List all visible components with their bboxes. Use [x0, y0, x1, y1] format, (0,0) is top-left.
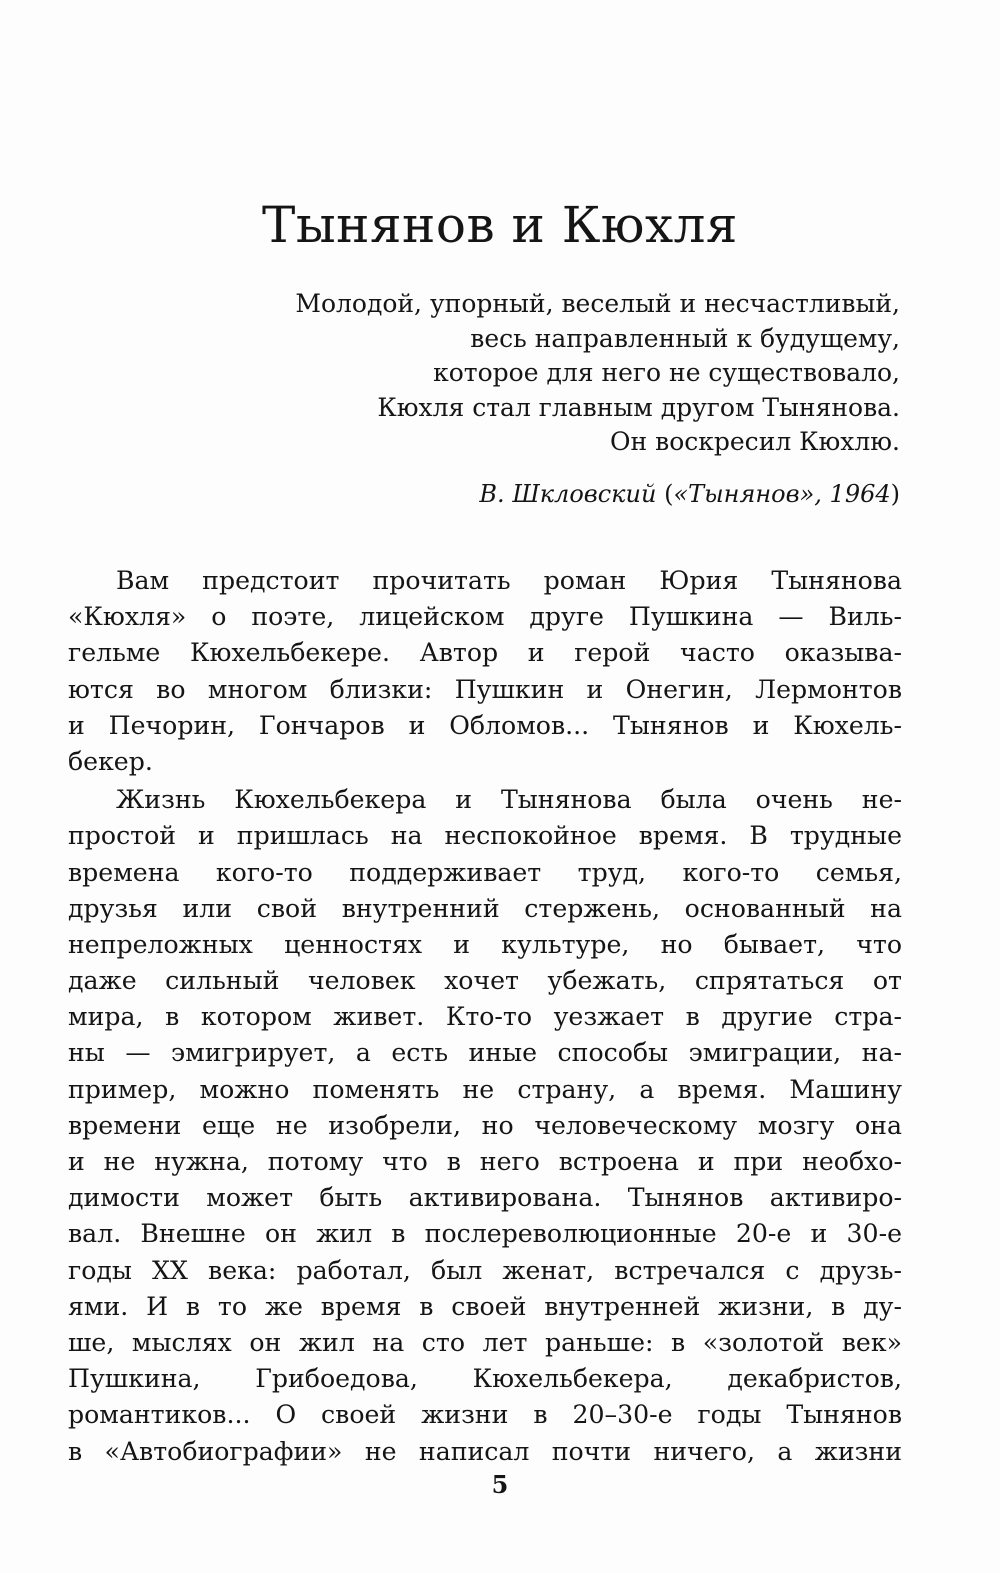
text-line: ны — эмигрирует, а есть иные способы эмиграции, на-: [68, 1038, 902, 1068]
text-line: простой и пришлась на неспокойное время. В трудные: [68, 821, 902, 851]
text-line: пример, можно поменять не страну, а время. Машину: [68, 1074, 902, 1104]
text-line: Жизнь Кюхельбекера и Тынянова была очень не-: [116, 785, 902, 815]
text-line: романтиков... О своей жизни в 20–30-е годы Тынянов: [68, 1400, 902, 1430]
text-line: и не нужна, потому что в него встроена и при необхо-: [68, 1147, 902, 1176]
paren-open: (: [664, 480, 674, 508]
text-line: и Печорин, Гончаров и Обломов... Тынянов и Кюхель-: [68, 710, 902, 740]
epigraph-attribution: [479, 477, 900, 511]
text-line: непреложных ценностях и культуре, но бывает, что: [68, 929, 902, 959]
epigraph-line: Он воскресил Кюхлю.: [610, 427, 900, 457]
epigraph-author: В. Шкловский: [479, 480, 657, 508]
text-line: мира, в котором живет. Кто-то уезжает в другие стра-: [68, 1002, 902, 1032]
text-line: времени еще не изобрели, но человеческому мозгу она: [68, 1110, 902, 1140]
epigraph-line: весь направленный к будущему,: [470, 323, 900, 353]
paren-close: ): [890, 480, 900, 508]
text-line: даже сильный человек хочет убежать, спрятаться от: [68, 966, 902, 996]
text-line: ше, мыслях он жил на сто лет раньше: в «золотой век»: [68, 1327, 902, 1357]
epigraph-line: Кюхля стал главным другом Тынянова.: [377, 392, 900, 422]
text-line: Пушкина, Грибоедова, Кюхельбекера, декабристов,: [68, 1364, 902, 1394]
text-line: в «Автобиографии» не написал почти ничего, а жизни: [68, 1436, 902, 1466]
epigraph: [200, 287, 900, 460]
epigraph-source: «Тынянов», 1964: [673, 480, 891, 508]
chapter-title: Тынянов и Кюхля: [262, 196, 738, 254]
text-line: Вам предстоит прочитать роман Юрия Тынянова: [116, 566, 902, 595]
text-line: димости может быть активирована. Тынянов активиро-: [68, 1183, 902, 1213]
text-line: ются во многом близки: Пушкин и Онегин, Лермонтов: [68, 674, 902, 704]
text-line: гельме Кюхельбекере. Автор и герой часто оказыва-: [68, 638, 902, 668]
epigraph-line: Молодой, упорный, веселый и несчастливый,: [295, 289, 900, 318]
text-line: «Кюхля» о поэте, лицейском друге Пушкина — Виль-: [68, 602, 902, 632]
epigraph-line: которое для него не существовало,: [433, 358, 900, 388]
text-line: друзья или свой внутренний стержень, основанный на: [68, 893, 902, 923]
text-line: ями. И в то же время в своей внутренней жизни, в ду-: [68, 1291, 902, 1321]
text-line: бекер.: [68, 746, 153, 776]
page-number: 5: [491, 1470, 509, 1499]
body-text: [68, 563, 902, 1470]
text-line: вал. Внешне он жил в послереволюционные 20-е и 30-е: [68, 1219, 902, 1249]
text-line: времена кого-то поддерживает труд, кого-то семья,: [68, 857, 902, 887]
text-line: годы XX века: работал, был женат, встречался с друзь-: [68, 1255, 902, 1285]
